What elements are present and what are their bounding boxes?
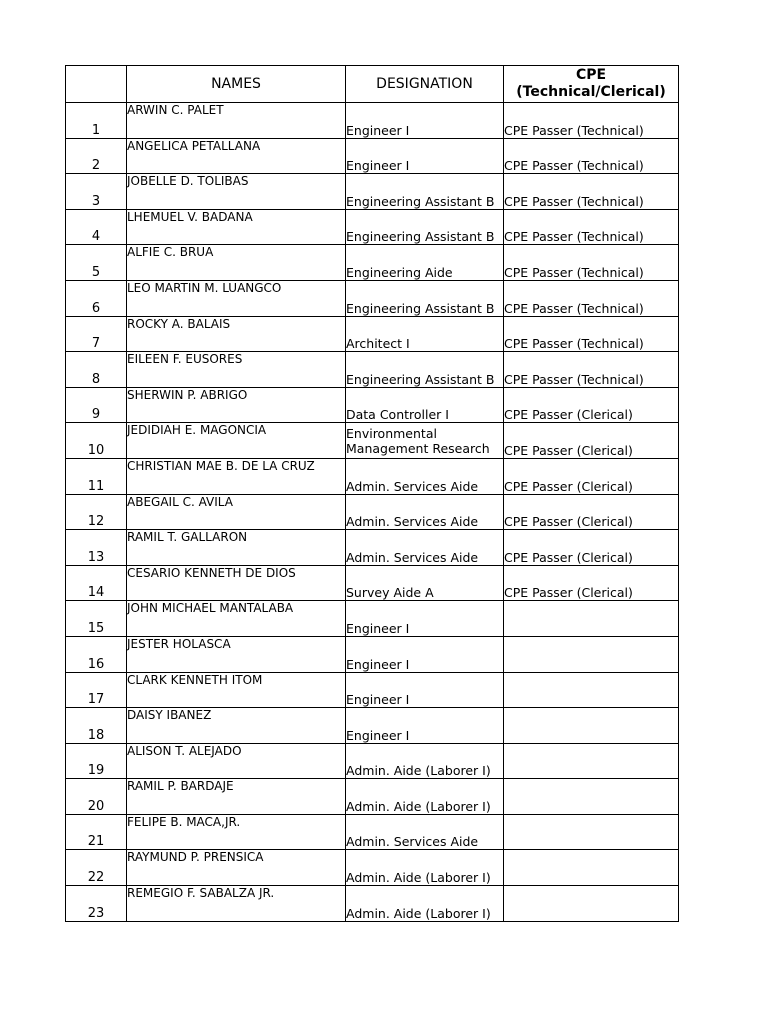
name-cell: RAMIL P. BARDAJE bbox=[127, 779, 346, 815]
table-row bbox=[66, 458, 679, 494]
row-number-cell: 13 bbox=[66, 530, 127, 566]
personnel-table bbox=[65, 65, 679, 922]
name-cell: CLARK KENNETH ITOM bbox=[127, 672, 346, 708]
designation-cell: Engineer I bbox=[346, 103, 504, 139]
row-number-cell: 4 bbox=[66, 209, 127, 245]
cpe-status-cell: CPE Passer (Clerical) bbox=[504, 458, 679, 494]
name-cell: DAISY IBANEZ bbox=[127, 708, 346, 744]
cpe-status-cell: CPE Passer (Technical) bbox=[504, 352, 679, 388]
name-cell: CESARIO KENNETH DE DIOS bbox=[127, 565, 346, 601]
table-row bbox=[66, 636, 679, 672]
designation-cell: Engineering Assistant B bbox=[346, 280, 504, 316]
table-row bbox=[66, 138, 679, 174]
table-row bbox=[66, 886, 679, 922]
cpe-status-cell bbox=[504, 708, 679, 744]
table-row bbox=[66, 850, 679, 886]
name-cell: JESTER HOLASCA bbox=[127, 636, 346, 672]
designation-cell: Engineer I bbox=[346, 636, 504, 672]
table-row bbox=[66, 708, 679, 744]
cpe-status-cell: CPE Passer (Technical) bbox=[504, 174, 679, 210]
designation-cell: Engineering Assistant B bbox=[346, 352, 504, 388]
row-number-cell: 15 bbox=[66, 601, 127, 637]
cpe-status-cell bbox=[504, 779, 679, 815]
table-row bbox=[66, 103, 679, 139]
name-cell: FELIPE B. MACA,JR. bbox=[127, 814, 346, 850]
header-cpe bbox=[504, 66, 679, 103]
row-number-cell: 6 bbox=[66, 280, 127, 316]
table-body bbox=[66, 103, 679, 922]
row-number-cell: 3 bbox=[66, 174, 127, 210]
table-row bbox=[66, 494, 679, 530]
designation-cell: Admin. Services Aide bbox=[346, 494, 504, 530]
designation-cell: Admin. Aide (Laborer I) bbox=[346, 886, 504, 922]
name-cell: ANGELICA PETALLANA bbox=[127, 138, 346, 174]
cpe-status-cell bbox=[504, 743, 679, 779]
row-number-cell: 17 bbox=[66, 672, 127, 708]
designation-cell: Engineer I bbox=[346, 138, 504, 174]
header-cpe-line2: (Technical/Clerical) bbox=[516, 84, 666, 100]
row-number-cell: 16 bbox=[66, 636, 127, 672]
table-row bbox=[66, 601, 679, 637]
designation-cell: Engineering Assistant B bbox=[346, 174, 504, 210]
designation-cell: Admin. Services Aide bbox=[346, 458, 504, 494]
designation-cell: Environmental Management Research bbox=[346, 423, 504, 459]
name-cell: JEDIDIAH E. MAGONCIA bbox=[127, 423, 346, 459]
cpe-status-cell: CPE Passer (Technical) bbox=[504, 245, 679, 281]
designation-cell: Engineering Aide bbox=[346, 245, 504, 281]
header-designation: DESIGNATION bbox=[346, 66, 504, 103]
cpe-status-cell: CPE Passer (Clerical) bbox=[504, 530, 679, 566]
designation-cell: Admin. Services Aide bbox=[346, 530, 504, 566]
header-row bbox=[66, 66, 679, 103]
table-row bbox=[66, 174, 679, 210]
table-row bbox=[66, 280, 679, 316]
cpe-status-cell bbox=[504, 601, 679, 637]
cpe-status-cell: CPE Passer (Clerical) bbox=[504, 565, 679, 601]
table-row bbox=[66, 672, 679, 708]
designation-cell: Admin. Aide (Laborer I) bbox=[346, 850, 504, 886]
table-row bbox=[66, 245, 679, 281]
header-names: NAMES bbox=[127, 66, 346, 103]
row-number-cell: 19 bbox=[66, 743, 127, 779]
cpe-status-cell: CPE Passer (Clerical) bbox=[504, 423, 679, 459]
designation-cell: Admin. Services Aide bbox=[346, 814, 504, 850]
designation-cell: Admin. Aide (Laborer I) bbox=[346, 779, 504, 815]
name-cell: LEO MARTIN M. LUANGCO bbox=[127, 280, 346, 316]
name-cell: JOBELLE D. TOLIBAS bbox=[127, 174, 346, 210]
table-row bbox=[66, 743, 679, 779]
name-cell: ALFIE C. BRUA bbox=[127, 245, 346, 281]
table-row bbox=[66, 530, 679, 566]
name-cell: ALISON T. ALEJADO bbox=[127, 743, 346, 779]
row-number-cell: 18 bbox=[66, 708, 127, 744]
name-cell: ARWIN C. PALET bbox=[127, 103, 346, 139]
cpe-status-cell bbox=[504, 672, 679, 708]
row-number-cell: 10 bbox=[66, 423, 127, 459]
name-cell: ABEGAIL C. AVILA bbox=[127, 494, 346, 530]
designation-cell: Architect I bbox=[346, 316, 504, 352]
cpe-status-cell: CPE Passer (Clerical) bbox=[504, 387, 679, 423]
cpe-status-cell bbox=[504, 886, 679, 922]
designation-cell: Engineer I bbox=[346, 601, 504, 637]
name-cell: JOHN MICHAEL MANTALABA bbox=[127, 601, 346, 637]
row-number-cell: 8 bbox=[66, 352, 127, 388]
designation-cell: Survey Aide A bbox=[346, 565, 504, 601]
designation-cell: Engineer I bbox=[346, 672, 504, 708]
row-number-cell: 2 bbox=[66, 138, 127, 174]
name-cell: EILEEN F. EUSORES bbox=[127, 352, 346, 388]
cpe-status-cell bbox=[504, 636, 679, 672]
row-number-cell: 14 bbox=[66, 565, 127, 601]
designation-cell: Admin. Aide (Laborer I) bbox=[346, 743, 504, 779]
table-row bbox=[66, 814, 679, 850]
row-number-cell: 9 bbox=[66, 387, 127, 423]
row-number-cell: 20 bbox=[66, 779, 127, 815]
cpe-status-cell: CPE Passer (Technical) bbox=[504, 209, 679, 245]
table-row bbox=[66, 565, 679, 601]
header-cpe-line1: CPE bbox=[575, 67, 607, 83]
row-number-cell: 23 bbox=[66, 886, 127, 922]
table-row bbox=[66, 352, 679, 388]
table-row bbox=[66, 423, 679, 459]
name-cell: CHRISTIAN MAE B. DE LA CRUZ bbox=[127, 458, 346, 494]
designation-cell: Engineering Assistant B bbox=[346, 209, 504, 245]
cpe-status-cell bbox=[504, 850, 679, 886]
table-row bbox=[66, 779, 679, 815]
cpe-status-cell: CPE Passer (Technical) bbox=[504, 138, 679, 174]
row-number-cell: 21 bbox=[66, 814, 127, 850]
header-number bbox=[66, 66, 127, 103]
table-header bbox=[66, 66, 679, 103]
name-cell: REMEGIO F. SABALZA JR. bbox=[127, 886, 346, 922]
row-number-cell: 12 bbox=[66, 494, 127, 530]
row-number-cell: 1 bbox=[66, 103, 127, 139]
name-cell: SHERWIN P. ABRIGO bbox=[127, 387, 346, 423]
designation-cell: Data Controller I bbox=[346, 387, 504, 423]
name-cell: LHEMUEL V. BADANA bbox=[127, 209, 346, 245]
cpe-status-cell bbox=[504, 814, 679, 850]
table-row bbox=[66, 316, 679, 352]
row-number-cell: 7 bbox=[66, 316, 127, 352]
name-cell: RAYMUND P. PRENSICA bbox=[127, 850, 346, 886]
name-cell: ROCKY A. BALAIS bbox=[127, 316, 346, 352]
cpe-status-cell: CPE Passer (Technical) bbox=[504, 280, 679, 316]
cpe-status-cell: CPE Passer (Technical) bbox=[504, 316, 679, 352]
cpe-status-cell: CPE Passer (Technical) bbox=[504, 103, 679, 139]
row-number-cell: 22 bbox=[66, 850, 127, 886]
name-cell: RAMIL T. GALLARON bbox=[127, 530, 346, 566]
table-row bbox=[66, 209, 679, 245]
designation-cell: Engineer I bbox=[346, 708, 504, 744]
table-row bbox=[66, 387, 679, 423]
row-number-cell: 5 bbox=[66, 245, 127, 281]
cpe-status-cell: CPE Passer (Clerical) bbox=[504, 494, 679, 530]
row-number-cell: 11 bbox=[66, 458, 127, 494]
